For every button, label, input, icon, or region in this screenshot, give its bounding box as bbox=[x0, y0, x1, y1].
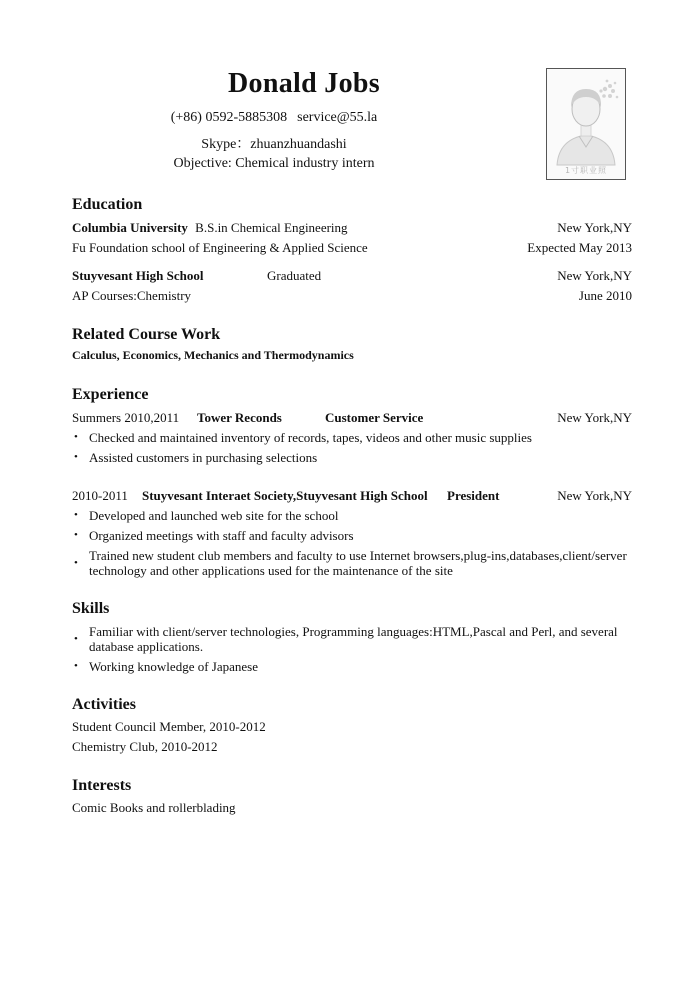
objective: Objective: Chemical industry intern bbox=[173, 156, 375, 171]
job-location: New York,NY bbox=[557, 410, 632, 425]
school-detail: Fu Foundation school of Engineering & Applied Science bbox=[72, 240, 368, 255]
school-detail: AP Courses:Chemistry bbox=[72, 288, 192, 303]
degree: B.S.in Chemical Engineering bbox=[195, 220, 348, 235]
job-location: New York,NY bbox=[557, 488, 632, 503]
section-title-activities: Activities bbox=[72, 696, 136, 713]
job-period: 2010-2011 bbox=[72, 488, 128, 503]
education-detail-row bbox=[72, 288, 632, 306]
section-title-interests: Interests bbox=[72, 777, 132, 794]
job-bullet-list bbox=[72, 508, 632, 583]
education-detail-row bbox=[72, 240, 632, 258]
list-item: • Trained new student club members and faculty to use Internet browsers,plug-ins,databases,client/server technology and other applications used for the maintenance of the site bbox=[74, 548, 627, 578]
candidate-name: Donald Jobs bbox=[228, 68, 380, 99]
job-header-row bbox=[72, 488, 632, 506]
list-item: • Checked and maintained inventory of records, tapes, videos and other music supplies bbox=[74, 430, 532, 445]
list-item: • Familiar with client/server technologies, Programming languages:HTML,Pascal and Perl, and several database applications. bbox=[74, 624, 618, 654]
graduation-date: Expected May 2013 bbox=[527, 240, 632, 255]
graduation-date: June 2010 bbox=[578, 288, 632, 303]
person-silhouette-icon bbox=[547, 69, 625, 179]
skype-id: Skype：zhuanzhuandashi bbox=[201, 137, 347, 152]
contact-line bbox=[0, 110, 548, 126]
location: New York,NY bbox=[557, 220, 632, 235]
school-name: Stuyvesant High School bbox=[72, 268, 204, 283]
section-title-experience: Experience bbox=[72, 386, 149, 403]
location: New York,NY bbox=[557, 268, 632, 283]
list-item: • Assisted customers in purchasing selections bbox=[74, 450, 318, 465]
job-organization: Tower Reconds bbox=[197, 410, 282, 425]
degree: Graduated bbox=[267, 268, 322, 283]
photo-caption: 1寸职业照 bbox=[564, 166, 608, 175]
section-title-education: Education bbox=[72, 196, 143, 213]
interests-text: Comic Books and rollerblading bbox=[72, 800, 236, 815]
list-item: • Working knowledge of Japanese bbox=[74, 659, 258, 674]
job-period: Summers 2010,2011 bbox=[72, 410, 180, 425]
activity-item: Chemistry Club, 2010-2012 bbox=[72, 739, 218, 754]
section-title-coursework: Related Course Work bbox=[72, 326, 221, 343]
skills-bullet-list bbox=[72, 624, 632, 679]
job-bullet-list bbox=[72, 430, 632, 470]
phone-number: (+86) 0592-5885308 bbox=[170, 110, 288, 125]
activity-item: Student Council Member, 2010-2012 bbox=[72, 719, 266, 734]
education-row bbox=[72, 268, 632, 286]
job-role: President bbox=[447, 488, 500, 503]
school-name: Columbia University bbox=[72, 220, 188, 235]
job-role: Customer Service bbox=[325, 410, 424, 425]
list-item: • Organized meetings with staff and faculty advisors bbox=[74, 528, 354, 543]
email-address[interactable]: service@55.la bbox=[297, 110, 378, 125]
education-row bbox=[72, 220, 632, 238]
section-title-skills: Skills bbox=[72, 600, 110, 617]
profile-photo bbox=[546, 68, 626, 180]
job-organization: Stuyvesant Interaet Society,Stuyvesant High School bbox=[142, 488, 428, 503]
list-item: • Developed and launched web site for the school bbox=[74, 508, 339, 523]
coursework-list: Calculus, Economics, Mechanics and Thermodynamics bbox=[72, 348, 354, 362]
job-header-row bbox=[72, 410, 632, 428]
